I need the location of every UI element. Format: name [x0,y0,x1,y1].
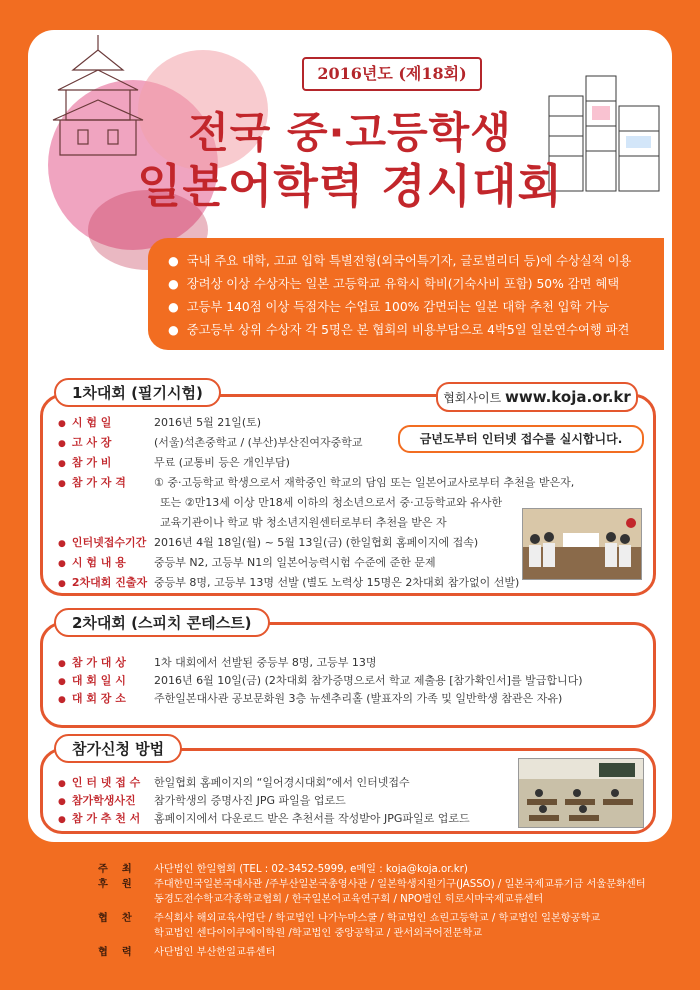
info-row [58,534,478,550]
site-label: 협회사이트 [443,391,502,405]
row-value: 1차 대회에서 선발된 중등부 8명, 고등부 13명 [154,656,377,669]
classroom-photo [518,758,644,828]
footer-row-partner [98,945,688,960]
benefit-item: ● 중고등부 상위 수상자 각 5명은 본 협회의 비용부담으로 4박5일 일본연수여행 파견 [168,319,664,342]
benefits-box [148,238,664,350]
footer-text: 동경도전수학교각종학교협회 / 한국일본어교육연구회 / NPO법인 히로시마국제교류센터 [154,894,544,905]
info-row [58,454,290,470]
row-label: ● 대 회 장 소 [58,690,154,706]
row-value: 2016년 5월 21일(토) [154,416,262,429]
row-value: 2016년 4월 18일(월) ~ 5월 13일(금) (한일협회 홈페이지에 접속) [154,536,479,549]
row-label: ● 참 가 비 [58,454,154,470]
benefit-item: ● 고등부 140점 이상 득점자는 수업료 100% 감면되는 일본 대학 추천 입학 가능 [168,296,664,319]
info-row [58,434,363,450]
info-row [58,474,574,490]
row-value: 중등부 8명, 고등부 13명 선발 (별도 노력상 15명은 2차대회 참가없이 선발) [154,576,520,589]
benefit-item: ● 국내 주요 대학, 고교 입학 특별전형(외국어특기자, 글로벌리더 등)에 수상실적 이용 [168,250,664,273]
footer-label: 협찬 [98,913,146,924]
group-photo [522,508,642,580]
footer-text: 학교법인 센다이이쿠에이학원 /학교법인 중앙공학교 / 관서외국어전문학교 [154,928,483,939]
row-value: 참가학생의 증명사진 JPG 파일을 업로드 [154,794,346,807]
site-link-box[interactable] [436,382,638,412]
row-value: 한일협회 홈페이지의 “일어경시대회”에서 인터넷접수 [154,776,410,789]
apply-tab: 참가신청 방법 [54,734,182,763]
row-value: 홈페이지에서 다운로드 받은 추천서를 작성받아 JPG파일로 업로드 [154,812,470,825]
footer-label: 협력 [98,947,146,958]
footer-row-sponsor [98,877,688,907]
row-label: ● 대 회 일 시 [58,672,154,688]
footer-label: 주최 [98,864,146,875]
row-value: 무료 (교통비 등은 개인부담) [154,456,290,469]
info-row [58,690,562,706]
info-row [58,414,261,430]
info-row [58,810,470,826]
row-label: ● 참 가 추 천 서 [58,810,154,826]
info-row [58,554,436,570]
row-label: ● 인터넷접수기간 [58,534,154,550]
row-label: ● 시 험 일 [58,414,154,430]
footer-text: 사단법인 부산한일교류센터 [154,947,276,958]
info-row [58,654,377,670]
year-badge: 2016년도 (제18회) [302,57,482,91]
info-row [58,774,410,790]
row-label: ● 고 사 장 [58,434,154,450]
row-label: ● 참 가 대 상 [58,654,154,670]
round2-tab: 2차대회 (스피치 콘테스트) [54,608,270,637]
info-row [58,792,346,808]
row-value: ① 중·고등학교 학생으로서 재학중인 학교의 담임 또는 일본어교사로부터 추천을 받은자, [154,476,575,489]
title-line-2: 일본어학력 경시대회 [137,159,563,213]
row-value: 주한일본대사관 공보문화원 3층 뉴센추리홀 (발표자의 가족 및 일반학생 참관은 자유) [154,692,563,705]
info-row [58,574,519,590]
row-label: ● 참가학생사진 [58,792,154,808]
site-url[interactable]: www.koja.or.kr [505,388,631,406]
benefit-item: ● 장려상 이상 수상자는 일본 고등학교 유학시 학비(기숙사비 포함) 50% 감면 혜택 [168,273,664,296]
footer-row-host [98,862,688,877]
row-label: ● 참 가 자 격 [58,474,154,490]
info-row-continuation: 교육기관이나 학교 밖 청소년지원센터로부터 추천을 받은 자 [160,516,447,529]
row-label: ● 2차대회 진출자 [58,574,154,590]
row-label: ● 시 험 내 용 [58,554,154,570]
title-line-1: 전국 중·고등학생 [188,108,512,157]
info-row [58,672,583,688]
footer-label: 후원 [98,879,146,890]
footer [98,862,688,960]
footer-text: 사단법인 한일협회 (TEL : 02-3452-5999, e메일 : koja@koja.or.kr) [154,864,468,875]
row-value: 중등부 N2, 고등부 N1의 일본어능력시험 수준에 준한 문제 [154,556,436,569]
footer-row-supporters [98,911,688,941]
row-value: 2016년 6월 10일(금) (2차대회 참가증명으로서 학교 제출용 [참가확인서]를 발급합니다) [154,674,583,687]
row-value: (서울)석촌중학교 / (부산)부산진여자중학교 [154,436,363,449]
notice-badge: 금년도부터 인터넷 접수를 실시합니다. [398,425,644,453]
footer-text: 주대한민국일본국대사관 /주부산일본국총영사관 / 일본학생지원기구(JASSO) / 일본국제교류기금 서울문화센터 [154,879,646,890]
info-row-continuation: 또는 ②만13세 이상 만18세 이하의 청소년으로서 중·고등학교와 유사한 [160,496,503,509]
footer-text: 주식회사 해외교육사업단 / 학교법인 나가누마스쿨 / 학교법인 쇼린고등학교 / 학교법인 일본항공학교 [154,913,601,924]
row-label: ● 인 터 넷 접 수 [58,774,154,790]
round1-tab: 1차대회 (필기시험) [54,378,221,407]
